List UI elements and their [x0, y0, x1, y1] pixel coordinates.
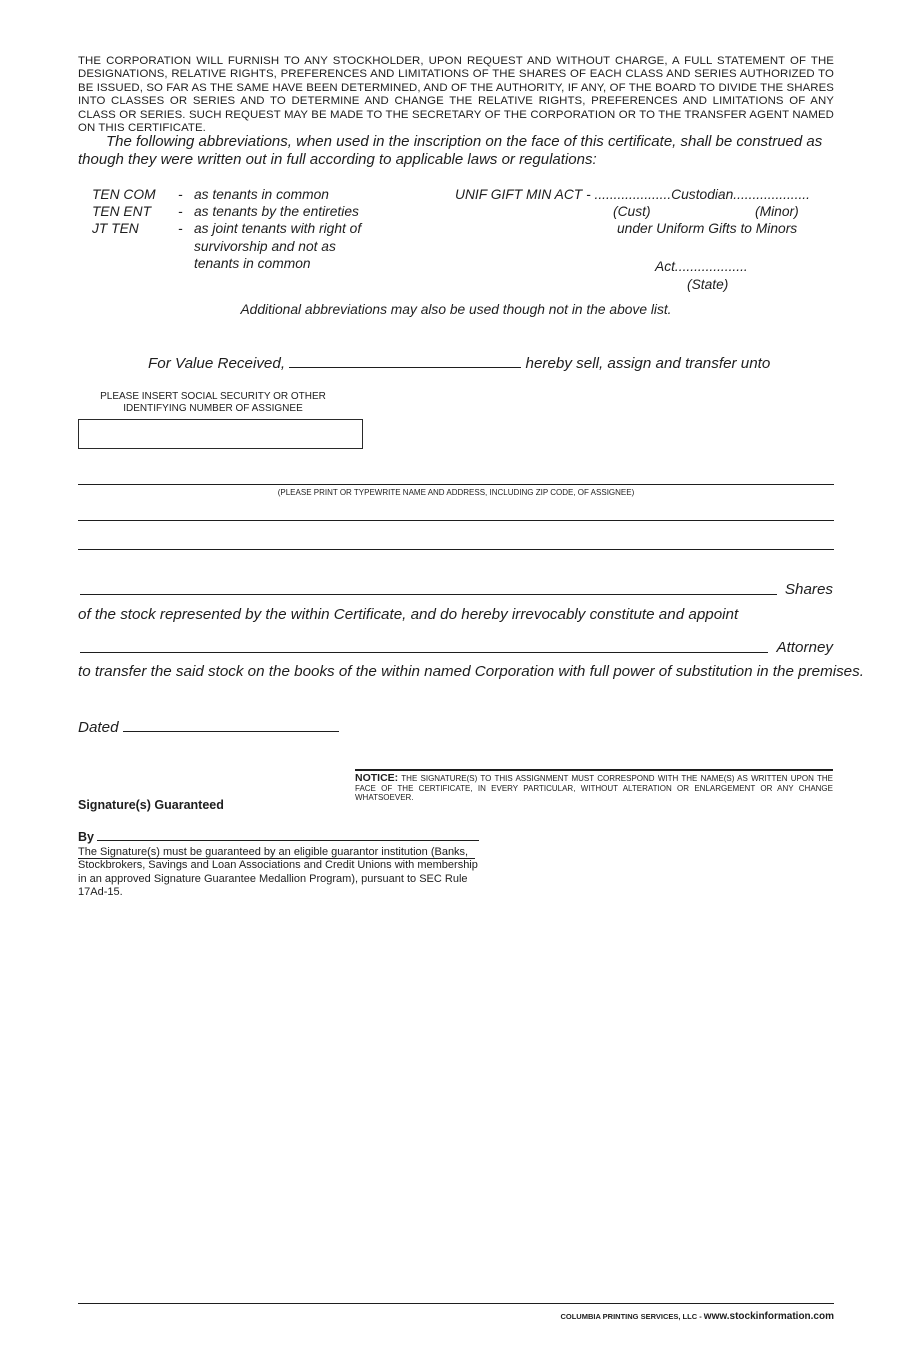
abbrev-dash: - [178, 187, 183, 202]
guarantee-rule [78, 858, 475, 859]
attorney-label: Attorney [776, 639, 833, 656]
abbrev-row [92, 255, 361, 272]
abbreviations-table [92, 186, 361, 272]
abbrev-row [92, 186, 361, 203]
cust-label: (Cust) [613, 204, 651, 220]
shares-blank[interactable] [80, 594, 777, 595]
stock-represented-text: of the stock represented by the within Certificate, and do hereby irrevocably constitute and appoint [78, 606, 739, 623]
minor-label: (Minor) [755, 204, 799, 220]
abbrev-row [92, 203, 361, 220]
abbrev-code [92, 255, 178, 272]
footer-rule [78, 1303, 834, 1304]
value-received-line [148, 355, 770, 372]
by-signature-blank[interactable] [97, 838, 479, 841]
abbrev-row [92, 238, 361, 255]
abbrev-code: TEN ENT [92, 204, 152, 220]
unif-gift-under-text: under Uniform Gifts to Minors [617, 221, 798, 237]
abbrev-meaning: as joint tenants with right of [194, 221, 362, 237]
unif-gift-sublabels [455, 203, 837, 220]
footer [78, 1306, 834, 1324]
value-received-prefix: For Value Received, [148, 355, 286, 372]
printer-name: COLUMBIA PRINTING SERVICES, LLC - [560, 1312, 704, 1321]
additional-abbreviations-note: Additional abbreviations may also be used though not in the above list. [240, 302, 672, 317]
unif-gift-act-line: Act................... [655, 259, 748, 275]
guarantor-requirement-text: The Signature(s) must be guaranteed by an eligible guarantor institution (Banks, Stockbrokers, Savings and Loan Associations and Credit Unions with membership in an approved Signature Guarantee Medallion Program), pursuant to SEC Rule 17Ad-15. [78, 846, 478, 899]
by-label: By [78, 830, 94, 844]
shares-line [80, 581, 833, 598]
abbrev-code: TEN COM [92, 187, 156, 202]
abbrev-dash [178, 238, 194, 255]
unif-gift-heading: UNIF GIFT MIN ACT - ....................Custodian.................... [455, 187, 810, 202]
abbrev-row [92, 220, 361, 237]
attorney-blank[interactable] [80, 652, 768, 653]
abbrev-dash [178, 255, 194, 272]
print-typewrite-note: (PLEASE PRINT OR TYPEWRITE NAME AND ADDRESS, INCLUDING ZIP CODE, OF ASSIGNEE) [277, 488, 635, 497]
signature-guaranteed-heading: Signature(s) Guaranteed [78, 798, 224, 812]
abbrev-meaning: tenants in common [194, 255, 311, 271]
assignee-name-line-3[interactable] [78, 549, 834, 550]
dated-label: Dated [78, 719, 119, 736]
assignee-name-line-1[interactable] [78, 484, 834, 485]
notice-label: NOTICE: [355, 772, 399, 784]
assignee-id-box[interactable] [78, 419, 363, 449]
by-line [78, 830, 479, 844]
furnish-statement: THE CORPORATION WILL FURNISH TO ANY STOCKHOLDER, UPON REQUEST AND WITHOUT CHARGE, A FULL STATEMENT OF THE DESIGNATIONS, RELATIVE RIGHTS, PREFERENCES AND LIMITATIONS OF THE SHARES OF EACH CLASS AND SERIES AUTHORIZED TO BE ISSUED, SO FAR AS THE SAME HAVE BEEN DETERMINED, AND OF THE AUTHORITY, IF ANY, OF THE BOARD TO DIVIDE THE SHARES INTO CLASSES OR SERIES AND TO DETERMINE AND CHANGE THE RELATIVE RIGHTS, PREFERENCES AND LIMITATIONS OF ANY CLASS OR SERIES. SUCH REQUEST MAY BE MADE TO THE SECRETARY OF THE CORPORATION OR TO THE TRANSFER AGENT NAMED ON THIS CERTIFICATE. [78, 55, 834, 135]
printer-website: www.stockinformation.com [703, 1311, 834, 1322]
assignee-id-note: PLEASE INSERT SOCIAL SECURITY OR OTHER IDENTIFYING NUMBER OF ASSIGNEE [100, 391, 326, 414]
abbrev-meaning: survivorship and not as [194, 238, 336, 254]
dated-line [78, 719, 339, 736]
notice-block [355, 769, 833, 803]
value-received-suffix: hereby sell, assign and transfer unto [525, 355, 771, 372]
abbrev-code [92, 238, 178, 255]
unif-gift-min-act-block [455, 186, 837, 293]
notice-text: THE SIGNATURE(S) TO THIS ASSIGNMENT MUST CORRESPOND WITH THE NAME(S) AS WRITTEN UPON THE FACE OF THE CERTIFICATE, IN EVERY PARTICULAR, WITHOUT ALTERATION OR ENLARGEMENT OR ANY CHANGE WHATSOEVER. [355, 774, 833, 803]
attorney-line [80, 639, 833, 656]
assignor-name-blank[interactable] [289, 365, 521, 368]
state-label: (State) [687, 276, 729, 292]
assignee-name-line-2[interactable] [78, 520, 834, 521]
abbrev-dash: - [178, 221, 183, 237]
abbreviations-intro: The following abbreviations, when used in the inscription on the face of this certificate, shall be construed as though they were written out in full according to applicable laws or regulations: [78, 133, 823, 168]
abbrev-dash: - [178, 204, 183, 220]
shares-label: Shares [784, 581, 833, 598]
transfer-stock-text: to transfer the said stock on the books of the within named Corporation with full power of substitution in the premises. [78, 663, 864, 680]
abbrev-code: JT TEN [92, 221, 139, 237]
abbrev-meaning: as tenants in common [194, 187, 329, 202]
dated-blank[interactable] [123, 729, 339, 732]
abbrev-meaning: as tenants by the entireties [194, 204, 359, 220]
